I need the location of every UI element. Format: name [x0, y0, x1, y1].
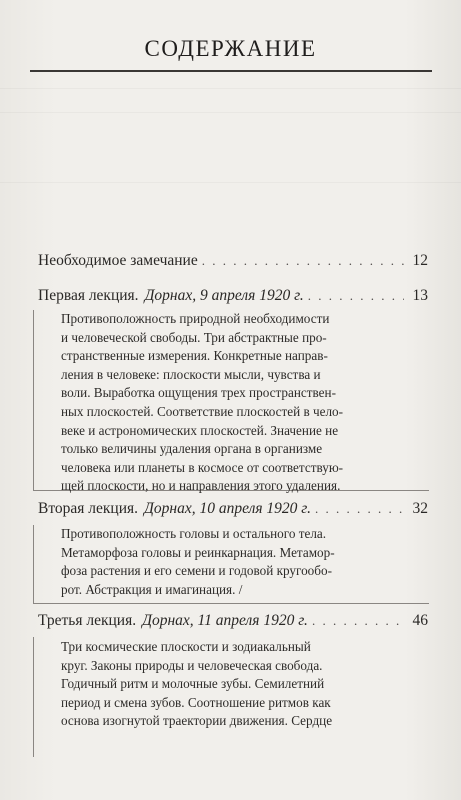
- entry-label: Третья лекция.: [38, 612, 137, 629]
- bleed-through: [0, 112, 461, 113]
- summary-line: только величины удаления органа в организме: [61, 441, 323, 457]
- summary-line: основа изогнутой траектории движения. Сердце: [61, 713, 333, 729]
- summary-line: веке и астрономических плоскостей. Значение не: [61, 422, 339, 438]
- entry-label: Необходимое замечание: [38, 252, 198, 269]
- page-title: СОДЕРЖАНИЕ: [144, 36, 317, 61]
- summary-line: Противоположность головы и остального тела.: [61, 526, 327, 541]
- entry-place-date: Дорнах, 11 апреля 1920 г.: [142, 612, 308, 629]
- entry-page-number: 13: [412, 287, 428, 304]
- summary-line: странственные измерения. Конкретные направ-: [61, 348, 328, 364]
- entry-label: Вторая лекция.: [38, 500, 139, 517]
- toc-entry-lecture-3: [38, 612, 428, 630]
- leader-dots: [315, 501, 404, 517]
- leader-dots: [312, 613, 404, 629]
- summary-line: круг. Законы природы и человеческая свобода.: [61, 657, 323, 673]
- summary-bottom-rule: [33, 603, 429, 604]
- summary-line: Противоположность природной необходимости: [61, 311, 330, 326]
- summary-line: рот. Абстракция и имагинация. /: [61, 581, 243, 597]
- summary-line: воли. Выработка ощущения трех пространствен-: [61, 385, 336, 401]
- summary-line: фоза растения и его семени и годовой кругообо-: [61, 563, 332, 579]
- entry-page-number: 32: [412, 500, 428, 517]
- summary-line: человека или планеты в космосе от соответствую-: [61, 459, 344, 475]
- entry-summary: [61, 638, 417, 731]
- leader-dots: [202, 253, 404, 269]
- summary-line: ления в человеке: плоскости мысли, чувства и: [61, 366, 321, 382]
- summary-left-rule: [33, 637, 34, 757]
- toc-entry-lecture-2: [38, 500, 428, 518]
- entry-page-number: 46: [412, 612, 428, 629]
- summary-line: Годичный ритм и молочные зубы. Семилетний: [61, 676, 325, 692]
- entry-summary: [61, 525, 417, 599]
- entry-summary: [61, 310, 417, 496]
- summary-line: Метаморфоза головы и реинкарнация. Метамор-: [61, 544, 335, 560]
- entry-place-date: Дорнах, 10 апреля 1920 г.: [144, 500, 312, 517]
- bleed-through: [0, 182, 461, 183]
- leader-dots: [308, 288, 404, 304]
- entry-label: Первая лекция.: [38, 287, 139, 304]
- summary-line: период и смена зубов. Соотношение ритмов как: [61, 694, 331, 710]
- summary-left-rule: [33, 310, 34, 490]
- summary-left-rule: [33, 525, 34, 603]
- bleed-through: [0, 88, 461, 89]
- summary-line: и человеческой свободы. Три абстрактные про-: [61, 329, 327, 345]
- toc-entry-note: [38, 252, 428, 270]
- toc-entry-lecture-1: [38, 287, 428, 305]
- entry-page-number: 12: [412, 252, 428, 269]
- entry-place-date: Дорнах, 9 апреля 1920 г.: [144, 287, 304, 304]
- summary-line: ных плоскостей. Соответствие плоскостей в чело-: [61, 403, 344, 419]
- title-rule: [30, 70, 432, 72]
- summary-line: Три космические плоскости и зодиакальный: [61, 639, 311, 654]
- summary-line: щей плоскости, но и направления этого удаления.: [61, 478, 341, 494]
